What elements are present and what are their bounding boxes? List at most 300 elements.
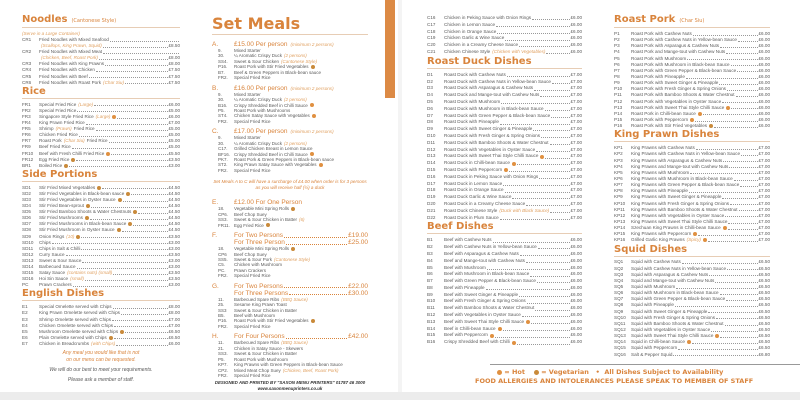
item-name: ¼ Aromatic Crispy Duck xyxy=(234,97,283,103)
dot-leader xyxy=(720,47,757,48)
dot-leader xyxy=(533,130,569,131)
dot-leader xyxy=(66,255,168,256)
set-meal-group xyxy=(212,283,368,330)
menu-item xyxy=(427,194,582,201)
item-code: SQ13 xyxy=(614,333,626,339)
item-name: Roast Duck in Plum Sauce xyxy=(444,214,499,220)
dot-leader xyxy=(723,161,757,162)
item-price: £8.00 xyxy=(168,61,180,67)
hot-icon xyxy=(703,238,707,242)
item-code: SQ11 xyxy=(614,320,626,326)
item-code: B9 xyxy=(427,291,433,297)
item-name: Special Fried Rice xyxy=(234,372,271,378)
item-price: £5.00 xyxy=(168,107,180,113)
item-price: £6.00 xyxy=(758,86,770,92)
dot-leader xyxy=(493,242,570,243)
item-price: £3.00 xyxy=(168,245,180,251)
item-price: £6.00 xyxy=(758,116,770,122)
item-code: P10 xyxy=(614,86,623,92)
item-name: Beef Chop Suey xyxy=(234,211,267,217)
section-title xyxy=(22,86,180,99)
item-name: Chicken in Orange Sauce xyxy=(444,28,497,34)
item-price: £6.00 xyxy=(168,101,180,107)
item-name: Roast Duck with Pineapple xyxy=(444,119,499,125)
item-note: (Prawn) xyxy=(55,126,72,132)
item-name: Roast Pork with Mushroom xyxy=(631,55,687,61)
item-price: £6.00 xyxy=(758,61,770,67)
item-price: £7.00 xyxy=(758,188,770,194)
item-note: (Cantonese Style) xyxy=(274,256,311,262)
menu-item xyxy=(427,292,582,299)
vegetarian-icon xyxy=(311,65,315,69)
dot-leader xyxy=(716,318,757,319)
item-price: £7.00 xyxy=(570,92,582,98)
item-code: KP10 xyxy=(614,200,626,206)
item-price: £6.00 xyxy=(570,298,582,304)
dot-leader xyxy=(545,110,570,111)
item-code: B5. xyxy=(218,313,225,318)
item-price: £6.00 xyxy=(570,284,582,290)
hot-icon xyxy=(498,327,502,331)
item-price: £7.00 xyxy=(570,119,582,125)
section-title xyxy=(427,221,582,234)
item-name: Sweet & Sour Chicken xyxy=(234,58,280,64)
item-name: Roast Duck in Chilli-bean Sauce xyxy=(444,160,510,166)
set-meal-price-label: For Three Persons xyxy=(234,289,289,297)
hot-icon xyxy=(693,232,697,236)
hot-icon xyxy=(512,162,516,166)
item-code: SQ10 xyxy=(614,314,626,320)
item-code: SD6 xyxy=(22,215,31,221)
dot-leader xyxy=(501,103,569,104)
item-code: C20 xyxy=(427,42,436,48)
menu-item xyxy=(427,174,582,181)
item-name: Roast Pork with Bamboo Shoots & Water Chestnut xyxy=(631,92,735,98)
item-name: Chicken Chinese Style xyxy=(444,48,491,54)
item-price: £6.50 xyxy=(758,345,770,351)
set-meal-spacer xyxy=(212,290,234,297)
item-name: Squid with Pineapple xyxy=(631,302,674,308)
menu-item xyxy=(427,126,582,133)
dot-leader xyxy=(725,216,757,217)
item-price: £7.00 xyxy=(570,71,582,77)
item-note: (6) xyxy=(299,217,305,223)
item-price: £7.00 xyxy=(168,322,180,328)
item-code: SD15 xyxy=(22,270,34,276)
item-price: £7.00 xyxy=(758,182,770,188)
item-code: D14 xyxy=(427,160,436,166)
item-name: Beef with Vegetables in Oyster Sauce xyxy=(444,312,521,318)
item-price: £6.00 xyxy=(758,43,770,49)
item-code: E7 xyxy=(22,340,28,346)
item-code: FR9 xyxy=(22,144,31,150)
item-code: SD14 xyxy=(22,264,34,269)
item-price: £8.00 xyxy=(168,310,180,316)
item-price: £6.50 xyxy=(758,271,770,277)
section-title-text: Roast Duck Dishes xyxy=(427,55,532,67)
item-price: £6.00 xyxy=(570,278,582,284)
item-price: £6.50 xyxy=(758,327,770,333)
item-price: £7.00 xyxy=(570,132,582,138)
item-price: £5.00 xyxy=(168,132,180,138)
item-name: Sweet & Sour Sauce xyxy=(39,257,82,263)
item-code: CR6 xyxy=(22,79,32,85)
set-meal-group xyxy=(212,199,368,228)
dot-leader xyxy=(726,53,757,54)
hot-icon xyxy=(726,106,730,110)
item-name: Fried Noodles with Chicken xyxy=(39,67,95,73)
dot-leader xyxy=(730,204,757,205)
item-name: Roast Duck with Sweet Thai Style Chilli Sauce xyxy=(444,153,539,159)
item-code: D6 xyxy=(427,105,433,111)
item-name: Fried Noodles with Mixed Seafood xyxy=(39,37,109,42)
vegetarian-icon xyxy=(534,370,539,375)
menu-item xyxy=(427,332,582,339)
item-code: B7 xyxy=(427,278,433,284)
item-note: (2 persons) xyxy=(284,140,307,146)
menu-item xyxy=(427,42,582,49)
item-name: Sweet & Sour Chicken in Batter xyxy=(234,217,298,223)
section-title-text: Side Portions xyxy=(22,168,98,180)
item-name: King Prawns with Cashew Nuts in Yellow-bean Sauce xyxy=(631,151,741,157)
item-price: £6.00 xyxy=(758,67,770,73)
item-code: SQ15 xyxy=(614,345,626,351)
item-price: £7.00 xyxy=(168,120,180,126)
item-name: King Prawns and Mange-tout with Cashew Nuts xyxy=(631,163,729,169)
item-name: Special Fried Rice xyxy=(39,107,77,113)
item-name: Plain Omelette served with Chips xyxy=(39,334,107,340)
menu-item xyxy=(427,237,582,244)
item-note: (10) xyxy=(66,233,75,239)
item-price: £7.00 xyxy=(570,214,582,220)
item-price: £7.00 xyxy=(570,187,582,193)
item-price: £7.00 xyxy=(758,218,770,224)
item-name: Grilled Chicken Breast in Lemon Sauce xyxy=(234,146,313,152)
item-price: £6.50 xyxy=(758,290,770,296)
item-code: D15 xyxy=(427,166,436,172)
item-note: (Char Siu) xyxy=(103,79,124,85)
item-name: Barbecued Spare Ribs xyxy=(234,296,280,302)
dot-leader xyxy=(536,151,569,152)
menu-section xyxy=(22,288,180,384)
set-meal-heading xyxy=(212,333,368,340)
item-price: £7.00 xyxy=(168,316,180,322)
item-name: Special Fried Rice xyxy=(234,75,271,81)
item-price: £6.50 xyxy=(758,320,770,326)
item-name: Chicken in a Creamy Cheese Sauce xyxy=(444,42,519,48)
item-name: Squid and Mange-tout with Cashew Nuts xyxy=(631,277,715,283)
dot-leader xyxy=(731,108,757,109)
item-name: Roast Pork xyxy=(39,138,62,144)
menu-item xyxy=(212,373,368,378)
item-code: D17 xyxy=(427,180,436,186)
vegetarian-icon xyxy=(266,223,270,227)
menu-item xyxy=(427,106,582,113)
dot-leader xyxy=(734,180,758,181)
item-code: B12 xyxy=(427,312,436,318)
vegetarian-icon xyxy=(291,207,295,211)
item-price: £7.00 xyxy=(758,206,770,212)
dot-leader xyxy=(728,223,757,224)
menu-item xyxy=(427,35,582,42)
dot-leader xyxy=(725,325,758,326)
item-code: P13 xyxy=(614,104,623,110)
item-price: £6.00 xyxy=(758,49,770,55)
item-price: £6.00 xyxy=(570,305,582,311)
item-code: D12 xyxy=(427,146,436,152)
item-name-suffix: Fried Rice xyxy=(73,126,95,132)
item-price: £7.00 xyxy=(758,200,770,206)
item-name: King Prawns with Vegetables in Oyster Sauce xyxy=(631,212,725,218)
item-price: £6.00 xyxy=(570,264,582,270)
item-code: 21. xyxy=(218,345,225,351)
dot-leader xyxy=(102,188,167,189)
item-code: D19 xyxy=(427,194,436,200)
item-name: Roast Duck with Asparagus & Cashew Nuts xyxy=(444,85,534,91)
item-name: Special Fried Rice xyxy=(234,273,271,279)
item-name: Roast Duck with Mushroom xyxy=(444,98,501,104)
item-price: £6.00 xyxy=(758,123,770,129)
item-name: Barbecued Sauce xyxy=(39,264,76,269)
dot-leader xyxy=(739,210,758,211)
item-code: P1 xyxy=(614,30,620,36)
item-price: £6.00 xyxy=(758,98,770,104)
item-price: £6.00 xyxy=(758,110,770,116)
item-name: Vegetable Mini Spring Rolls xyxy=(234,206,290,212)
dot-leader xyxy=(532,19,569,20)
item-price: £6.00 xyxy=(758,55,770,61)
item-note: (Large) xyxy=(78,101,94,107)
item-code: B2 xyxy=(427,244,433,250)
item-name: Fried Noodles with Mixed Meat xyxy=(39,49,103,55)
item-code: KP3 xyxy=(614,157,623,163)
dot-leader xyxy=(731,65,758,66)
item-price: £6.50 xyxy=(758,277,770,283)
vegetarian-icon xyxy=(128,222,132,226)
dot-leader xyxy=(94,105,167,106)
item-price: £6.00 xyxy=(570,250,582,256)
item-code: B13 xyxy=(427,318,436,324)
dot-leader xyxy=(722,102,757,103)
item-code: B7. xyxy=(218,69,225,75)
item-price: £6.50 xyxy=(758,259,770,265)
item-name: Stir Fried Mushrooms in Black-bean Sauce xyxy=(39,221,127,227)
item-name: Squid in Chilli-bean Sauce xyxy=(631,339,685,345)
menu-item xyxy=(427,160,582,167)
item-price: £6.00 xyxy=(570,271,582,277)
item-name: Szechuan King Prawns in Chilli-bean Sauce xyxy=(631,225,721,231)
item-code: SD8 xyxy=(22,227,31,233)
set-meal-price-label: £15.00 Per person xyxy=(234,41,288,48)
footnotes xyxy=(22,350,180,384)
item-name: Mixed Meat Chop Suey xyxy=(234,367,281,373)
dot-leader xyxy=(113,274,167,275)
item-price: £4.50 xyxy=(168,215,180,221)
item-code: 30. xyxy=(218,140,225,146)
set-meal-heading xyxy=(212,283,368,290)
item-price: £7.00 xyxy=(758,169,770,175)
item-code: SQ6 xyxy=(614,290,624,296)
item-code: P8 xyxy=(614,73,620,79)
set-meal-group xyxy=(212,85,368,125)
menu-item xyxy=(427,153,582,160)
menu-item xyxy=(427,113,582,120)
set-meal-heading xyxy=(212,41,368,48)
set-meal-heading xyxy=(212,128,368,135)
item-name: Special Fried Rice xyxy=(234,118,271,124)
item-code: P12 xyxy=(614,98,623,104)
dot-leader xyxy=(77,268,168,269)
dot-leader xyxy=(131,194,167,195)
hot-icon xyxy=(504,168,508,172)
dot-leader xyxy=(503,330,570,331)
item-note: (contains nuts) (small) xyxy=(67,270,113,276)
item-name: Beef with Cashew Nuts xyxy=(444,237,492,243)
item-code: SQ1 xyxy=(614,259,624,265)
menu-column-4 xyxy=(614,14,770,358)
item-name: Chicken Garlic & Wine Sauce xyxy=(444,35,505,41)
dot-leader xyxy=(125,332,167,333)
item-name: Squid with Peppercorn xyxy=(631,345,678,351)
item-name: Roast Duck in a Creamy Cheese Sauce xyxy=(444,200,526,206)
menu-item xyxy=(427,319,582,326)
item-name: Special Fried Rice xyxy=(39,101,77,107)
menu-item xyxy=(427,298,582,305)
item-name: Stir Fried Mushroom in Oyster Sauce xyxy=(39,227,115,233)
item-name: Roast Duck with Bamboo Shoots & Water Chestnut xyxy=(444,139,549,145)
item-code: KP16 xyxy=(614,237,626,243)
item-name: Squid with Sweet Thai Style Chilli Sauce xyxy=(631,333,714,339)
item-code: FR7 xyxy=(22,138,31,144)
item-price: £6.50 xyxy=(758,284,770,290)
item-price: £6.80 xyxy=(758,351,770,357)
menu-item xyxy=(427,99,582,106)
hot-icon xyxy=(526,320,530,324)
item-name: Chips xyxy=(39,239,51,245)
item-price: £6.50 xyxy=(168,328,180,334)
dot-leader xyxy=(552,83,570,84)
item-name: Beef with Fresh Chilli Fried Rice xyxy=(39,150,105,156)
item-code: B15 xyxy=(427,332,436,338)
dot-leader xyxy=(689,192,758,193)
allergy-note: FOOD ALLERGIES AND INTOLERANCES PLEASE SPEAK TO MEMBER OF STAFF xyxy=(475,377,754,385)
item-name: Stir Fried Mushrooms xyxy=(39,215,83,221)
item-price: £7.00 xyxy=(758,194,770,200)
dot-leader xyxy=(534,90,569,91)
set-meal-note: (minimum 2 persons) xyxy=(290,129,334,135)
availability-note: All Dishes Subject to Availability xyxy=(604,368,724,376)
item-name: Roast Pork with Mushroom in Black-bean Sauce xyxy=(631,61,730,67)
item-price: £8.00 xyxy=(168,55,180,61)
dot-leader xyxy=(113,308,168,309)
item-name: Beef with Fresh Ginger & Spring Onions xyxy=(444,298,526,304)
dot-leader xyxy=(729,167,757,168)
menu-section xyxy=(427,56,582,222)
item-code: 9. xyxy=(218,135,222,141)
item-code: D21 xyxy=(427,207,436,213)
dot-leader xyxy=(719,84,757,85)
item-price: £3.50 xyxy=(168,251,180,257)
dot-leader xyxy=(696,149,758,150)
item-code: D20 xyxy=(427,200,436,206)
item-name: ¼ Aromatic Crispy Duck xyxy=(234,53,283,59)
hot-icon xyxy=(698,112,702,116)
item-name: Stir Fried Bamboo Shoots & Water Chestnuts xyxy=(39,209,132,215)
item-name: King Prawns with Bamboo Shoots & Water Chestnut xyxy=(631,206,738,212)
item-price: £7.00 xyxy=(758,163,770,169)
dot-leader xyxy=(81,249,167,250)
dot-leader xyxy=(117,118,167,119)
item-name: Roast Pork in Chilli-bean Sauce xyxy=(631,110,696,116)
item-code: D1 xyxy=(427,71,433,77)
item-name: ¼ Aromatic Crispy Duck xyxy=(234,140,283,146)
dot-leader xyxy=(695,121,757,122)
item-note: (Spicy) xyxy=(686,237,701,243)
item-code: C19 xyxy=(427,35,436,41)
dot-leader xyxy=(727,90,758,91)
item-code: D5 xyxy=(427,98,433,104)
item-name: Beef with Pineapple xyxy=(444,284,485,290)
item-name: Chicken with Mushroom xyxy=(234,262,283,268)
item-code: SD10 xyxy=(22,239,34,245)
dot-leader xyxy=(550,144,570,145)
item-code: PC xyxy=(22,282,29,288)
item-price: £7.00 xyxy=(570,173,582,179)
item-name: Roast Duck and Mange-tout with Cashew Nuts xyxy=(444,92,540,98)
item-code: P4 xyxy=(614,49,620,55)
item-name: Roast Duck with Vegetables in Oyster Sauce xyxy=(444,146,536,152)
menu-section xyxy=(22,169,180,289)
item-price: £6.00 xyxy=(570,244,582,250)
menu-item xyxy=(427,92,582,99)
item-price: £6.00 xyxy=(758,92,770,98)
item-name: Squid with Sweet Ginger & Pineapple xyxy=(631,308,708,314)
section-subtitle: (Char Siu) xyxy=(679,18,705,24)
set-meals-title: Set Meals xyxy=(212,14,368,35)
item-note: (Large) xyxy=(95,113,111,119)
item-note: (Chicken, Beef, Roast Pork) xyxy=(41,55,98,61)
item-name: Chicken Satay Sauce with Vegetables xyxy=(234,113,310,119)
item-name: Stir Fried Bean-sprout xyxy=(39,203,84,209)
item-price: £6.50 xyxy=(168,334,180,340)
set-meal-letter: H. xyxy=(212,333,219,341)
dot-leader xyxy=(509,171,569,172)
menu-item xyxy=(427,181,582,188)
item-code: P7 xyxy=(614,67,620,73)
item-name: Grilled Garlic King Prawns xyxy=(631,237,685,243)
dot-leader xyxy=(551,117,569,118)
item-note: (2 persons) xyxy=(284,97,307,103)
item-code: D9 xyxy=(427,126,433,132)
vegetarian-icon xyxy=(118,198,122,202)
item-name: Crispy Shredded Beef with Chilli xyxy=(444,339,510,345)
item-code: CR3 xyxy=(22,61,32,67)
set-meal-price: £42.00 xyxy=(348,333,368,341)
item-name: King Prawns with Cashew Nuts xyxy=(631,145,695,151)
dot-leader xyxy=(495,337,570,338)
set-meal-price-label: £12.00 For One Person xyxy=(234,199,302,207)
item-name: Sweet & Sour Chicken in Batter xyxy=(234,307,298,313)
item-code: CR4 xyxy=(22,67,32,73)
vegetarian-icon xyxy=(85,216,89,220)
item-name: Curry Sauce xyxy=(39,251,65,257)
dot-leader xyxy=(517,164,570,165)
item-code: D8 xyxy=(427,119,433,125)
item-code: FR11. xyxy=(218,222,230,228)
item-price: £6.00 xyxy=(570,325,582,331)
item-code: SD9 xyxy=(22,233,31,239)
item-code: PC. xyxy=(218,267,226,273)
